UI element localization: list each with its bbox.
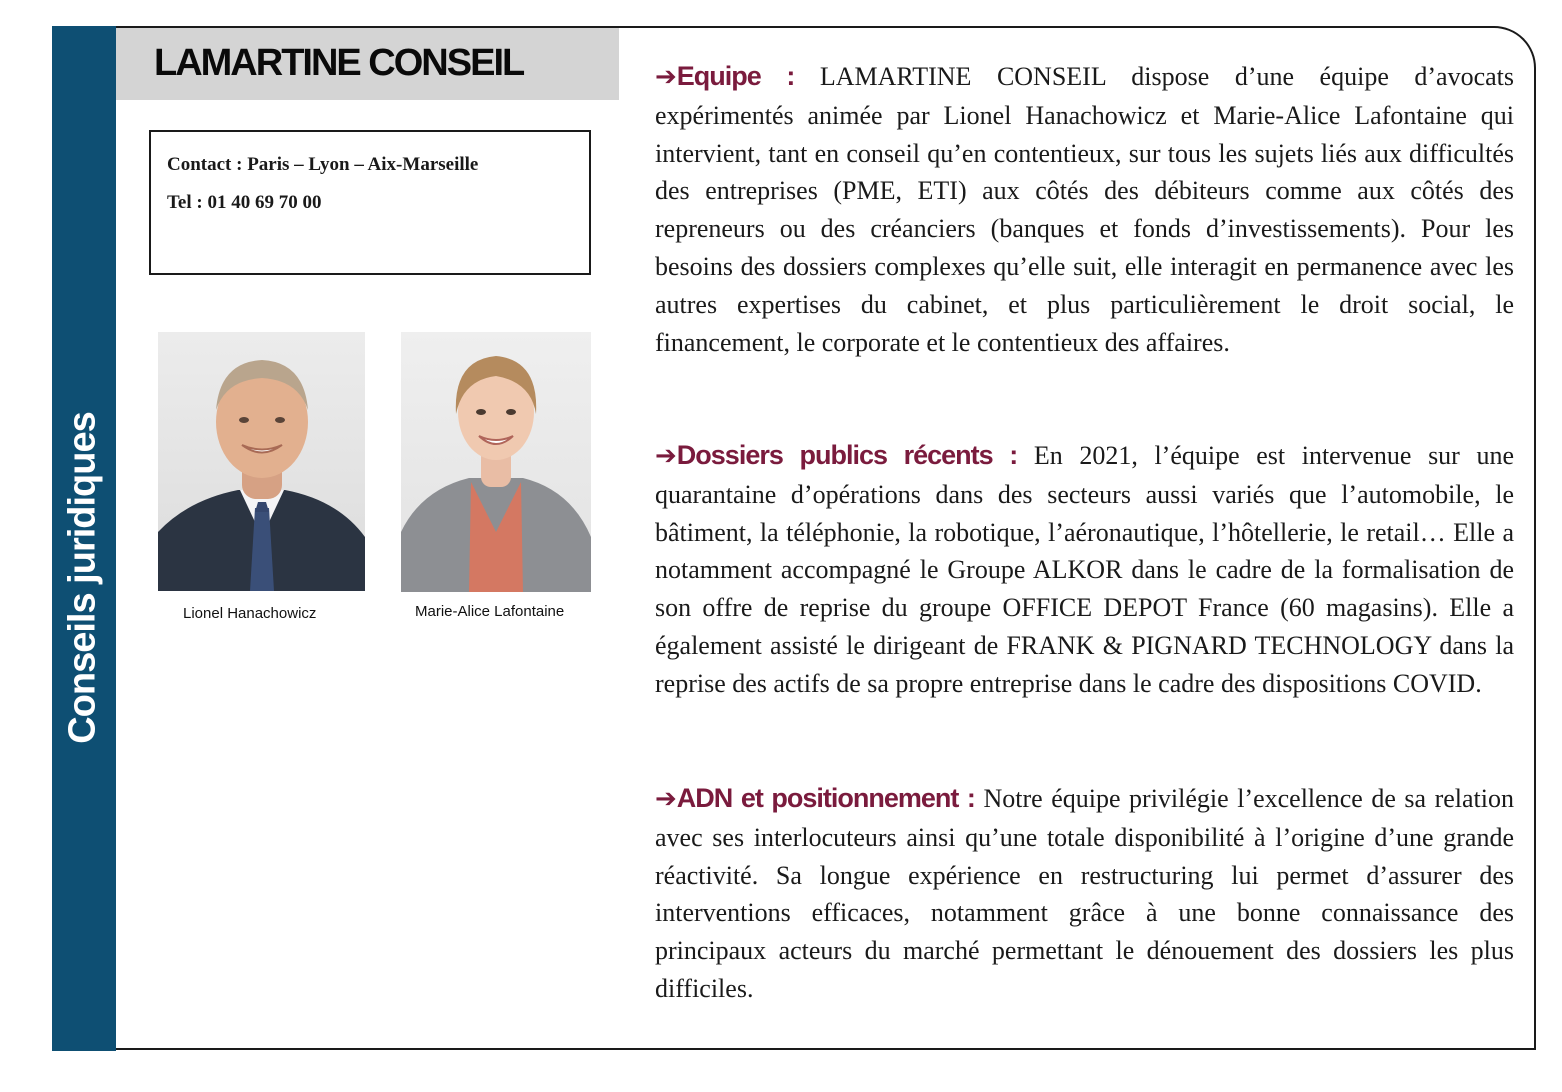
sidebar-band [52,26,116,1051]
section-title: ADN et positionnement : [676,783,984,813]
portrait-photo-marie-alice [401,332,591,592]
section-equipe [655,58,1514,361]
photo-caption-marie-alice: Marie-Alice Lafontaine [415,603,565,620]
section-dossiers [655,437,1514,703]
arrow-right-icon: ➔ [655,784,677,814]
section-text: En 2021, l’équipe est intervenue sur une quarantaine d’opérations dans des secteurs aussi variés que l’automobile, le bâtiment, la téléphonie, la robotique, l’aéronautique, l’hôtellerie, le retail… Elle a notamment accompagné le Groupe ALKOR dans le cadre de la formalisation de son offre de reprise du groupe OFFICE DEPOT France (60 magasins). Elle a également assisté le dirigeant de FRANK & PIGNARD TECHNOLOGY dans la reprise des actifs de sa propre entreprise dans le cadre des dispositions COVID. [655,441,1514,698]
section-text: LAMARTINE CONSEIL dispose d’une équipe d’avocats expérimentés animée par Lionel Hanachowicz et Marie-Alice Lafontaine qui intervient, tant en conseil qu’en contentieux, sur tous les sujets liés aux difficultés des entreprises (PME, ETI) aux côtés des débiteurs comme aux côtés des repreneurs ou des créanciers (banques et fonds d’investissements). Pour les besoins des dossiers complexes qu’elle suit, elle interagit en permanence avec les autres expertises du cabinet, et plus particulièrement le droit social, le financement, le corporate et le contentieux des affaires. [655,62,1515,357]
arrow-right-icon: ➔ [655,62,677,92]
contact-box [149,130,591,275]
contact-phone: Tel : 01 40 69 70 00 [167,192,322,213]
photo-caption-lionel: Lionel Hanachowicz [183,605,317,622]
section-title: Equipe : [676,61,820,91]
firm-name: LAMARTINE CONSEIL [154,42,524,84]
section-text: Notre équipe privilégie l’excellence de sa relation avec ses interlocuteurs ainsi qu’une totale disponibilité à l’origine d’une grande réactivité. Sa longue expérience en restructuring lui permet d’assurer des interventions efficaces, notamment grâce à une bonne connaissance des principaux acteurs du marché permettant le dénouement des dossiers les plus difficiles. [655,784,1514,1003]
section-title: Dossiers publics récents : [676,440,1034,470]
section-category-label: Conseils juridiques [61,412,104,744]
contact-cities: Contact : Paris – Lyon – Aix-Marseille [167,154,479,175]
arrow-right-icon: ➔ [655,441,677,471]
section-adn [655,780,1514,1008]
portrait-photo-lionel [158,332,365,591]
